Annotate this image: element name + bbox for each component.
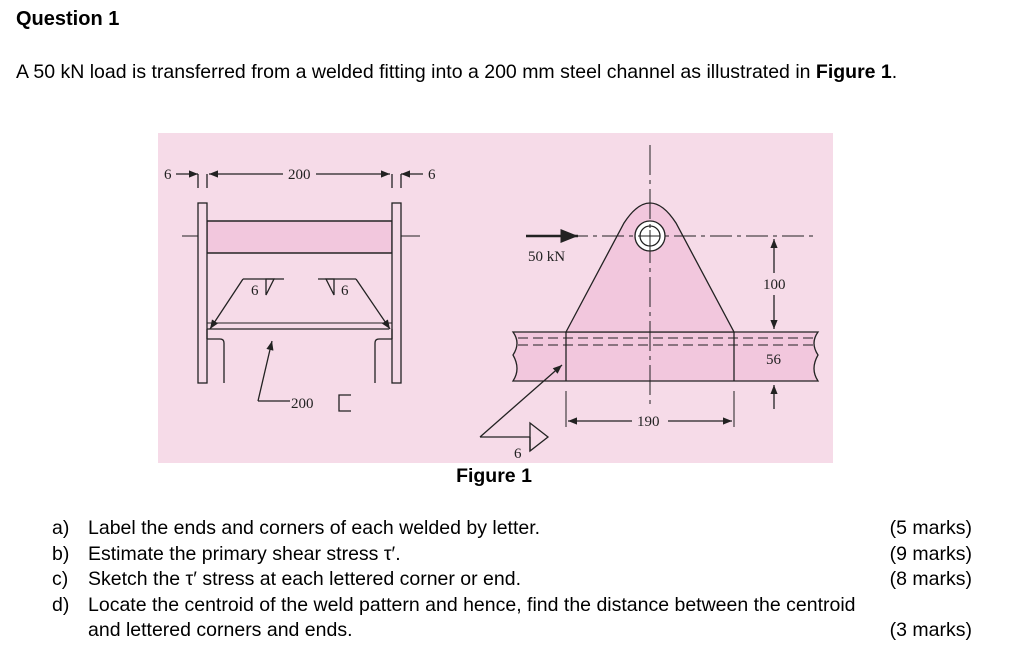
part-marks: (3 marks) <box>889 619 972 641</box>
weld-bottom-label: 6 <box>514 446 522 462</box>
part-marks: (9 marks) <box>889 542 972 565</box>
part-letter: d) <box>52 593 70 616</box>
intro-figure-ref: Figure 1 <box>815 61 892 83</box>
part-d-continued <box>52 618 972 644</box>
dim-100-label: 100 <box>763 277 786 293</box>
question-intro <box>16 59 974 85</box>
part-text: Estimate the primary shear stress τ′. <box>88 542 401 565</box>
dim-190-label: 190 <box>637 414 660 430</box>
dim-56-label: 56 <box>766 352 781 368</box>
figure-drawing <box>158 133 833 463</box>
question-title: Question 1 <box>16 8 120 30</box>
part-text: and lettered corners and ends. <box>88 619 353 641</box>
dim-left-6-label: 6 <box>164 167 172 183</box>
part-marks: (8 marks) <box>889 568 972 590</box>
question-parts <box>52 516 972 644</box>
part-c <box>52 567 972 593</box>
weld-right-label: 6 <box>341 283 349 299</box>
dim-top-200-label: 200 <box>288 167 311 183</box>
part-letter: c) <box>52 568 69 590</box>
part-a <box>52 516 972 542</box>
dim-right-6-label: 6 <box>428 167 436 183</box>
part-d <box>52 593 972 619</box>
part-b <box>52 542 972 568</box>
channel-size-label: 200 <box>291 396 314 412</box>
part-text: Sketch the τ′ stress at each lettered corner or end. <box>88 568 521 590</box>
part-letter: a) <box>52 517 70 539</box>
intro-end: . <box>891 61 898 83</box>
part-text: Locate the centroid of the weld pattern and hence, find the distance between the centroid <box>88 593 856 616</box>
part-marks: (5 marks) <box>889 517 972 539</box>
part-letter: b) <box>52 542 70 565</box>
figure-1 <box>158 133 833 463</box>
weld-left-label: 6 <box>251 283 259 299</box>
intro-text: A 50 kN load is transferred from a welded fitting into a 200 mm steel channel as illustrated in <box>16 61 816 83</box>
load-label: 50 kN <box>528 249 566 265</box>
part-text: Label the ends and corners of each welded by letter. <box>88 517 541 539</box>
figure-background <box>158 133 833 463</box>
figure-caption: Figure 1 <box>456 465 532 487</box>
